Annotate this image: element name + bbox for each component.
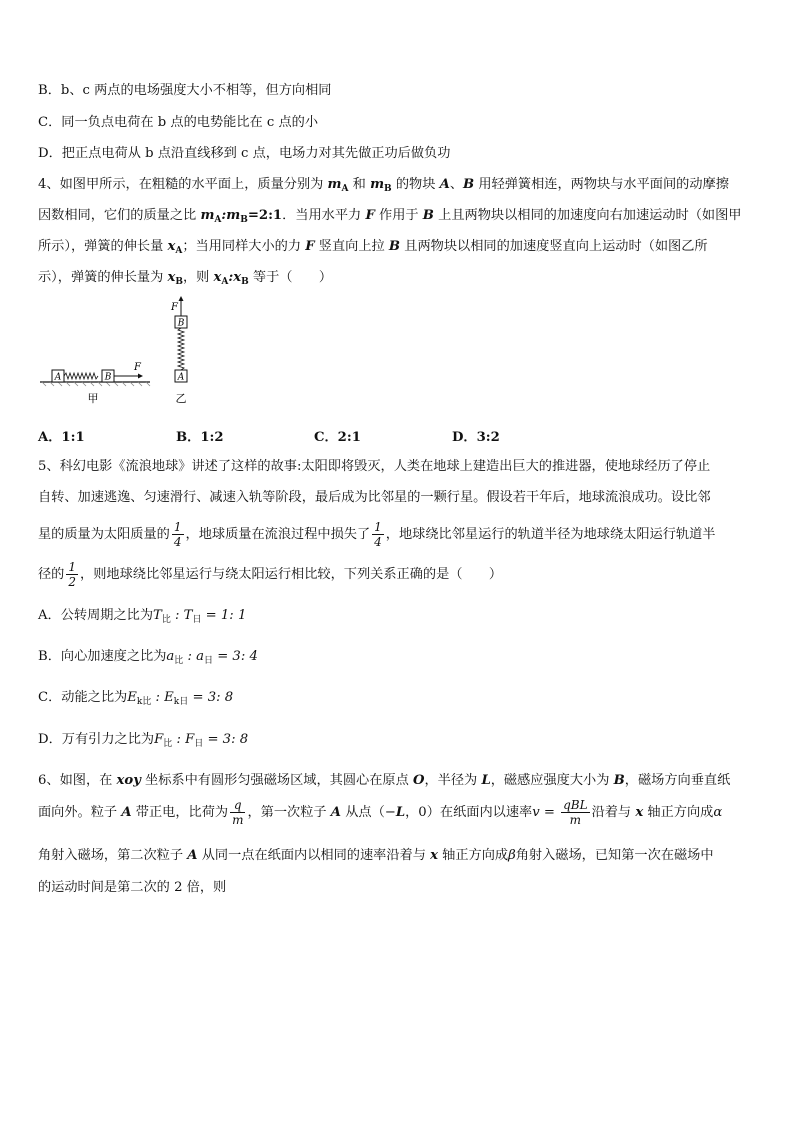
fraction-q-m: $\frac{q}{m}$ — [232, 798, 244, 827]
q4-option-d: D．3:2 — [452, 430, 500, 445]
q5-line-2: 自转、加速逃逸、匀速滑行、减速入轨等阶段，最后成为比邻星的一颗行星。假设若干年后，地球流浪成功。设比邻 — [38, 490, 711, 505]
label-jia: 甲 — [87, 392, 99, 405]
ground-hatch — [42, 382, 150, 386]
q5-option-a: A．公转周期之比为$T_比$ : $T_日 = 1$: 1 — [38, 608, 247, 625]
force-arrowhead-vertical — [179, 296, 184, 301]
fraction-1-4-b: $\frac{1}{4}$ — [374, 520, 382, 549]
q4-line-4: 示），弹簧的伸长量为 $x_B$，则 $x_A:x_B$ 等于（ ） — [38, 270, 333, 287]
q3-option-b: B．b、c 两点的电场强度大小不相等，但方向相同 — [38, 83, 332, 98]
figure-yi — [170, 296, 187, 405]
q3-option-d: D．把正点电荷从 b 点沿直线移到 c 点，电场力对其先做正功后做负功 — [38, 146, 451, 161]
q4-line-3: 所示），弹簧的伸长量 $x_A$；当用同样大小的力 F 竖直向上拉 B 且两物块以相同的加速度竖直向上运动时（如图乙所 — [38, 239, 708, 256]
q4-option-b: B．1:2 — [176, 430, 224, 445]
q5-option-d: D．万有引力之比为$F_比$ : $F_日 = 3$: 8 — [38, 732, 249, 749]
q6-line-1: 6、如图，在 xoy 坐标系中有圆形匀强磁场区域，其圆心在原点 O，半径为 L，磁感应强度大小为 B，磁场方向垂直纸 — [38, 773, 731, 788]
q4-line-1: 4、如图甲所示，在粗糙的水平面上，质量分别为 $m_A$ 和 $m_B$ 的物块 A、B 用轻弹簧相连，两物块与水平面间的动摩擦 — [38, 177, 729, 194]
q4-option-a: A．1:1 — [38, 430, 85, 445]
force-arrowhead-horizontal — [138, 374, 143, 379]
force-label-vertical: F — [171, 302, 178, 313]
force-label-horizontal: F — [134, 362, 141, 373]
q6-line-2: 面向外。粒子 A 带正电，比荷为 $\frac{q}{m}$ ，第一次粒子 A 从点（−L，0）在纸面内以速率v = $\frac{\text{qBL}}{m}$ 沿着与 x 轴正方向成α — [38, 798, 723, 827]
fraction-qbl-m: $\frac{\text{qBL}}{m}$ — [563, 798, 588, 827]
block-b-vertical-label: B — [177, 318, 185, 329]
q4-figure — [38, 296, 238, 408]
q5-option-b: B．向心加速度之比为$a_比$ : $a_日 = 3$: 4 — [38, 649, 258, 666]
fraction-1-4: $\frac{1}{4}$ — [173, 520, 182, 549]
q5-option-c: C．动能之比为$E_{k比}$ : $E_{k日} = 3$: 8 — [38, 690, 234, 707]
fraction-1-2: $\frac{1}{2}$ — [68, 560, 77, 589]
label-yi: 乙 — [175, 392, 187, 405]
q5-line-1: 5、科幻电影《流浪地球》讲述了这样的故事:太阳即将毁灭，人类在地球上建造出巨大的推进器，使地球经历了停止 — [38, 459, 711, 474]
q5-line-3: 星的质量为太阳质量的 $\frac{1}{4}$ ，地球质量在流浪过程中损失了 $\frac{1}{4}$ ，地球绕比邻星运行的轨道半径为地球绕太阳运行轨道半 — [38, 520, 716, 549]
q5-line-4: 径的 $\frac{1}{2}$ ，则地球绕比邻星运行与绕太阳运行相比较，下列关系正确的是（ ） — [38, 560, 503, 589]
q6-line-3: 角射入磁场，第二次粒子 A 从同一点在纸面内以相同的速率沿着与 x 轴正方向成β角射入磁场，已知第一次在磁场中 — [38, 848, 714, 863]
q4-option-c: C．2:1 — [314, 430, 361, 445]
q6-line-4: 的运动时间是第二次的 2 倍，则 — [38, 880, 227, 895]
spring-horizontal — [64, 373, 98, 379]
spring-vertical — [178, 328, 184, 370]
block-a-vertical-label: A — [177, 372, 185, 383]
figure-jia — [40, 362, 150, 405]
q4-line-2: 因数相同，它们的质量之比 $m_A:m_B=2:1$．当用水平力 F 作用于 B 上且两物块以相同的加速度向右加速运动时（如图甲 — [38, 208, 742, 225]
block-a-label: A — [54, 372, 62, 383]
q3-option-c: C．同一负点电荷在 b 点的电势能比在 c 点的小 — [38, 115, 319, 130]
block-b-label: B — [104, 372, 112, 383]
